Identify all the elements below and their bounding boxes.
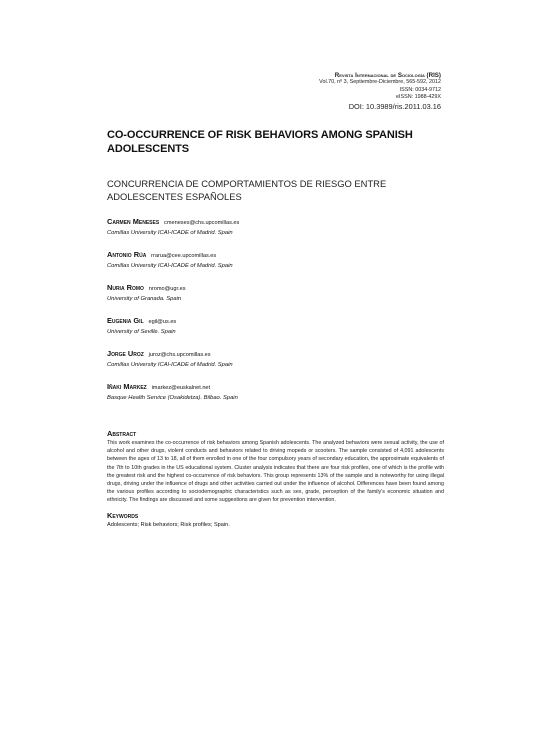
author-name: Nuria Romo [107, 283, 144, 292]
author-affiliation: Basque Health Service (Osakidetza). Bilbao. Spain [107, 395, 238, 401]
author-name: Antonio Rúa [107, 250, 147, 259]
author-block [107, 349, 444, 382]
author-affiliation: Comillas University ICAI-ICADE of Madrid. Spain [107, 230, 233, 236]
journal-issn: ISSN: 0034-9712 [399, 86, 441, 93]
journal-volume: Vol.70, nº 3, Septiembre-Diciembre, 565-592, 2012 [319, 79, 441, 86]
author-email[interactable]: cmeneses@chs.upcomillas.es [164, 220, 240, 226]
author-block [107, 382, 444, 415]
journal-eissn: eISSN: 1988-429X [396, 94, 441, 101]
author-email[interactable]: imarkez@euskalnet.net [151, 385, 211, 391]
author-name: Jorge Uroz [107, 349, 144, 358]
author-email[interactable]: egil@us.es [148, 319, 177, 325]
journal-name: Revista Internacional de Sociología (RIS) [334, 72, 441, 79]
author-list [107, 217, 444, 415]
journal-header [319, 72, 441, 111]
journal-doi: DOI: 10.3989/ris.2011.03.16 [348, 101, 441, 111]
article-front-matter [107, 128, 444, 529]
article-title: CO-OCCURRENCE OF RISK BEHAVIORS AMONG SPANISH ADOLESCENTS [107, 129, 413, 155]
author-block [107, 250, 444, 283]
abstract-text: This work examines the co-occurrence of risk behaviors among Spanish adolescents. The analyzed behaviors were sexual activity, the use of alcohol and other drugs, violent conducts and behaviors related to driving mopeds or scooters. The sample consisted of 4,091 adolescents between the ages of 13 to 18, all of them enrolled in one of the four compulsory years of secondary education, the approximate equivalents of the 7th to 10th grades in the US educational system. Cluster analysis indicates that there are four risk profiles, one of which is the profile with the greatest risk and the highest co-occurrence of risk behaviors. This group represents 13% of the sample and is noteworthy for using illegal drugs, driving under the influence of drugs and other activities carried out under the influence of alcohol. Differences have been found among the various profiles according to sociodemographic characteristics such as sex, grade, perception of the family's economic situation and ethnicity. The findings are discussed and some suggestions are given for prevention intervention. [107, 440, 444, 504]
author-affiliation: University of Seville. Spain [107, 329, 176, 335]
author-email[interactable]: rrarua@cee.upcomillas.es [151, 253, 217, 259]
author-block [107, 283, 444, 316]
article-subtitle: CONCURRENCIA DE COMPORTAMIENTOS DE RIESGO ENTRE ADOLESCENTES ESPAÑOLES [107, 178, 387, 202]
author-block [107, 316, 444, 349]
author-email[interactable]: juroz@chs.upcomillas.es [148, 352, 211, 358]
author-affiliation: University of Granada. Spain [107, 296, 182, 302]
author-email[interactable]: nromo@ugr.es [148, 286, 186, 292]
author-affiliation: Comillas University ICAI-ICADE of Madrid. Spain [107, 362, 233, 368]
author-affiliation: Comillas University ICAI-ICADE of Madrid. Spain [107, 263, 233, 269]
author-name: Iñaki Markez [107, 382, 147, 391]
abstract-heading: Abstract [107, 429, 137, 438]
keywords-heading: Keywords [107, 510, 139, 520]
author-block [107, 217, 444, 250]
keywords-text: Adolescents; Risk behaviors; Risk profiles; Spain. [107, 521, 230, 528]
author-name: Eugenia Gil [107, 316, 144, 325]
author-name: Carmen Meneses [107, 217, 160, 226]
